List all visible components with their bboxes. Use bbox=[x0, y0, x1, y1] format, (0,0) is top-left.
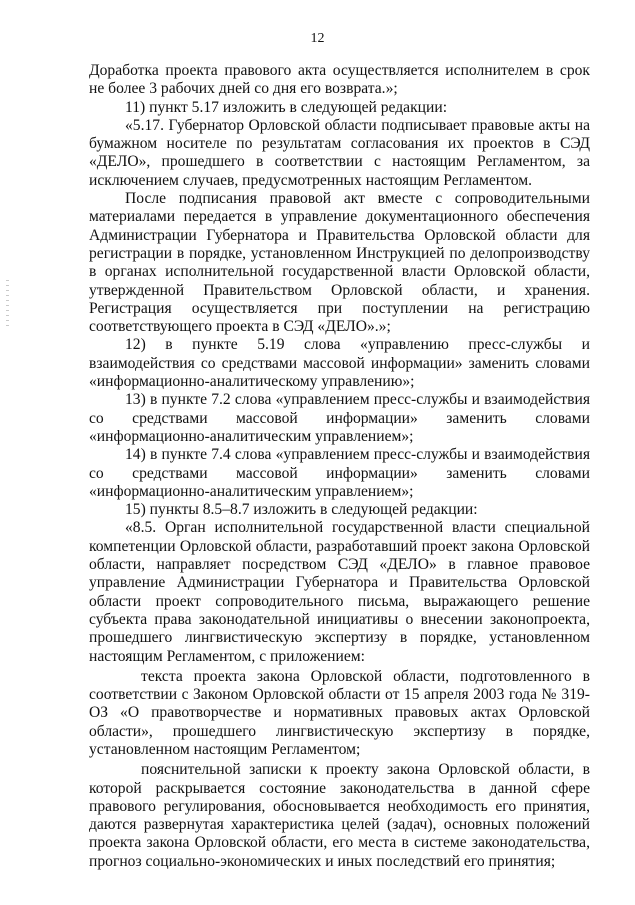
paragraph-item-15: 15) пункты 8.5–8.7 изложить в следующей редакции: bbox=[125, 501, 478, 519]
document-body bbox=[89, 62, 590, 871]
scan-margin-marks bbox=[6, 280, 9, 330]
paragraph-item-12: 12) в пункте 5.19 слова «управлению пресс-службы и взаимодействия со средствами массовой информации» заменить словами «информационно-аналитическому управлению»; bbox=[89, 336, 590, 391]
paragraph-explanatory-note: пояснительной записки к проекту закона Орловской области, в которой раскрывается состояние законодательства в данной сфере правового регулирования, обосновывается необходимость его принятия, даются развернутая характеристика целей (задач), основных положений проекта закона Орловской области, его места в системе законодательства, прогноз социально-экономических и иных последствий его принятия; bbox=[89, 761, 590, 870]
paragraph-clause-5-17: «5.17. Губернатор Орловской области подписывает правовые акты на бумажном носителе по результатам согласования их проектов в СЭД «ДЕЛО», прошедшего в соответствии с настоящим Регламентом, за исключением случаев, предусмотренных настоящим Регламентом. bbox=[89, 116, 590, 189]
paragraph-item-14: 14) в пункте 7.4 слова «управлением пресс-службы и взаимодействия со средствами массовой информации» заменить словами «информационно-аналитическим управлением»; bbox=[89, 446, 590, 500]
paragraph-bill-text: текста проекта закона Орловской области, подготовленного в соответствии с Законом Орловской области от 15 апреля 2003 года № 319-ОЗ «О правотворчестве и нормативных правовых актах Орловской области», прошедшего лингвистическую экспертизу в порядке, установленном настоящим Регламентом; bbox=[89, 667, 590, 758]
paragraph-continuation: Доработка проекта правового акта осуществляется исполнителем в срок не более 3 рабочих дней со дня его возврата.»; bbox=[89, 62, 590, 98]
paragraph-clause-8-5: «8.5. Орган исполнительной государственной власти специальной компетенции Орловской области, разработавший проект закона Орловской области, направляет посредством СЭД «ДЕЛО» в главное правовое управление Администрации Губернатора и Правительства Орловской области проект сопроводительного письма, выражающего решение субъекта права законодательной инициативы о внесении законопроекта, прошедшего лингвистическую экспертизу в порядке, установленном настоящим Регламентом, с приложением: bbox=[89, 519, 590, 665]
page-number: 12 bbox=[310, 31, 325, 46]
paragraph-after-signing: После подписания правовой акт вместе с сопроводительными материалами передается в управление документационного обеспечения Администрации Губернатора и Правительства Орловской области для регистрации в порядке, установленном Инструкцией по делопроизводству в органах исполнительной государственной власти Орловской области, утвержденной Правительством Орловской области, и хранения. Регистрация осуществляется при поступлении на регистрацию соответствующего проекта в СЭД «ДЕЛО».»; bbox=[89, 190, 590, 336]
paragraph-item-11: 11) пункт 5.17 изложить в следующей редакции: bbox=[125, 98, 448, 116]
paragraph-item-13: 13) в пункте 7.2 слова «управлением пресс-службы и взаимодействия со средствами массовой информации» заменить словами «информационно-аналитическим управлением»; bbox=[89, 391, 590, 445]
